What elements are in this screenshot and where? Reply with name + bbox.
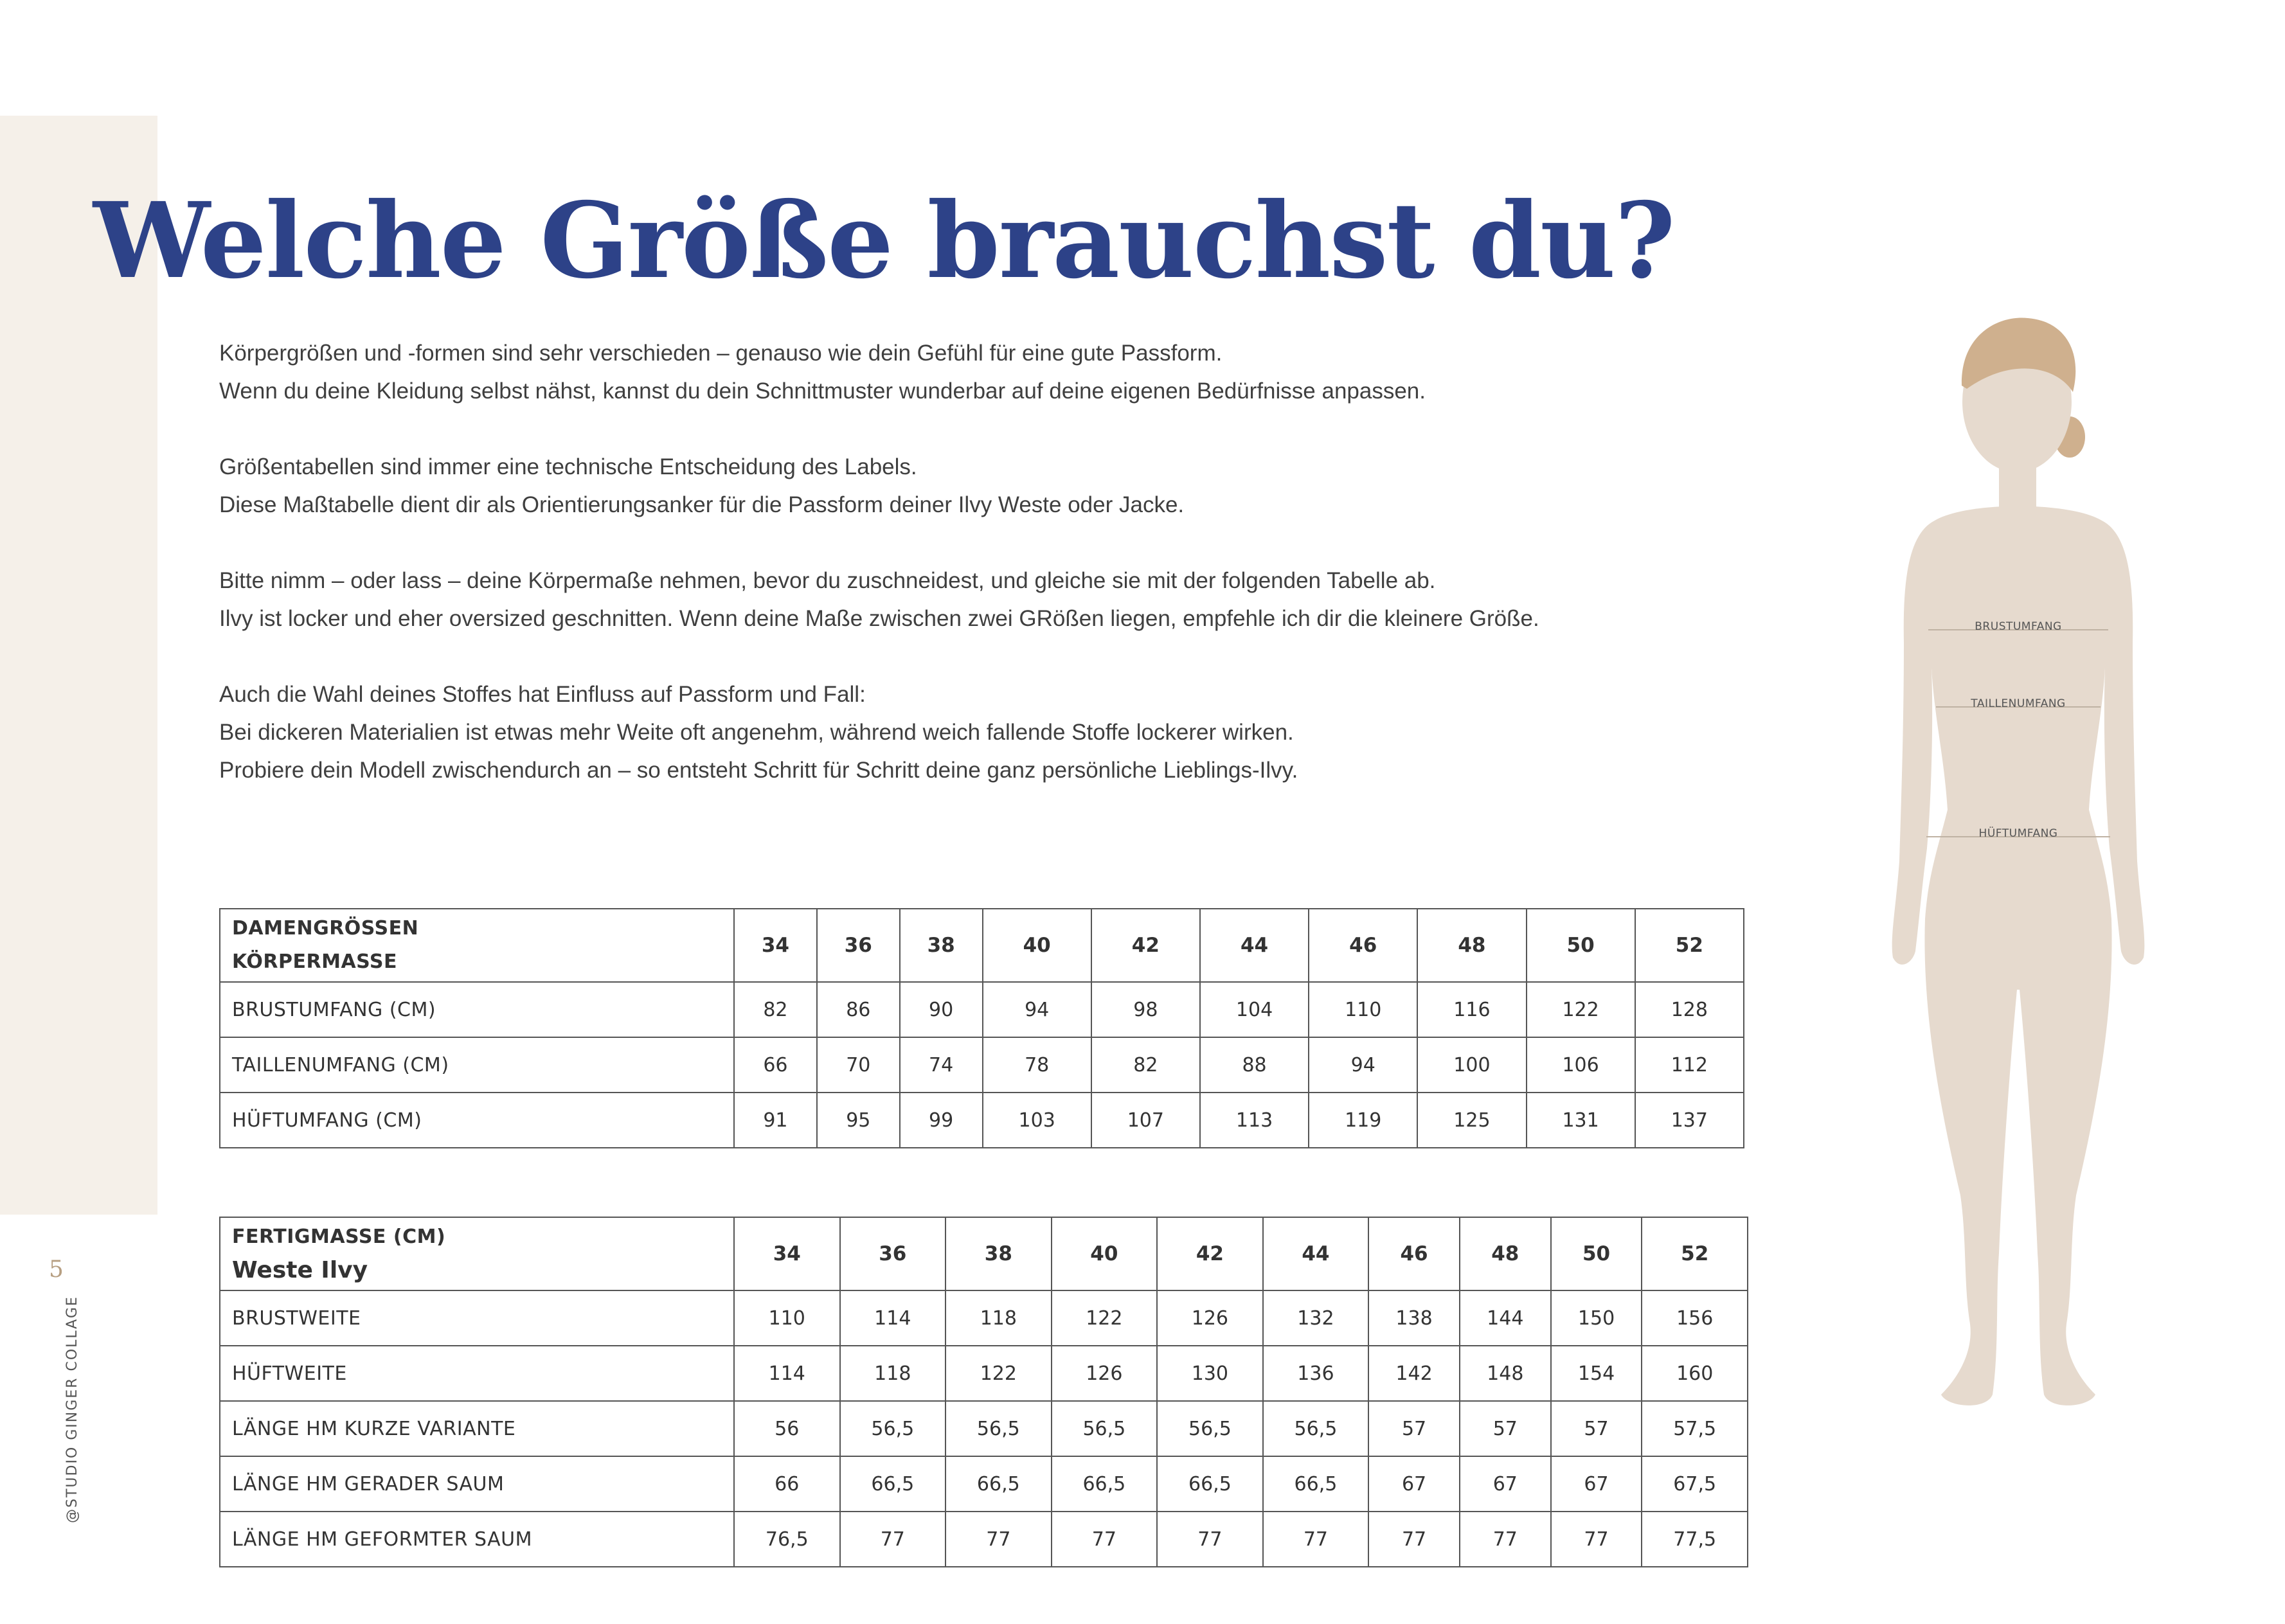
table-cell: 125: [1417, 1093, 1526, 1148]
page-title: Welche Größe brauchst du?: [93, 180, 1674, 302]
table-cell: 66,5: [1263, 1456, 1369, 1512]
table-cell: 137: [1635, 1093, 1744, 1148]
table-cell: 98: [1091, 982, 1200, 1037]
table-cell: 57: [1368, 1401, 1460, 1456]
table-cell: 94: [1309, 1037, 1417, 1093]
table-cell: 148: [1460, 1346, 1551, 1401]
intro-line: Bei dickeren Materialien ist etwas mehr Weite oft angenehm, während weich fallende Stoffe lockerer wirken.: [219, 720, 1294, 745]
table-cell: 114: [840, 1290, 946, 1346]
table-cell: 76,5: [734, 1512, 840, 1567]
table-header-label: [220, 1217, 734, 1290]
size-header: 44: [1263, 1217, 1369, 1290]
table-row: [220, 1512, 1748, 1567]
size-header: 44: [1200, 909, 1309, 982]
intro-line: Wenn du deine Kleidung selbst nähst, kannst du dein Schnittmuster wunderbar auf deine eigenen Bedürfnisse anpassen.: [219, 379, 1426, 404]
table-cell: 57: [1460, 1401, 1551, 1456]
table-cell: 67,5: [1642, 1456, 1748, 1512]
table-cell: 88: [1200, 1037, 1309, 1093]
size-header: 40: [1052, 1217, 1158, 1290]
table-cell: 122: [1527, 982, 1635, 1037]
row-label: HÜFTUMFANG (CM): [220, 1093, 734, 1148]
row-label: LÄNGE HM GERADER SAUM: [220, 1456, 734, 1512]
table-cell: 74: [900, 1037, 983, 1093]
silhouette-illustration: [1864, 308, 2173, 1465]
table-cell: 77: [1157, 1512, 1263, 1567]
table-cell: 82: [1091, 1037, 1200, 1093]
size-header: 52: [1642, 1217, 1748, 1290]
size-header: 38: [900, 909, 983, 982]
table-row: [220, 1290, 1748, 1346]
header-line-2: KÖRPERMASSE: [232, 950, 398, 973]
table-cell: 56,5: [1052, 1401, 1158, 1456]
table-cell: 132: [1263, 1290, 1369, 1346]
size-header: 38: [945, 1217, 1052, 1290]
row-label: LÄNGE HM KURZE VARIANTE: [220, 1401, 734, 1456]
size-header: 46: [1368, 1217, 1460, 1290]
table-cell: 110: [1309, 982, 1417, 1037]
table-cell: 94: [983, 982, 1091, 1037]
table-cell: 66: [734, 1456, 840, 1512]
table-cell: 82: [734, 982, 817, 1037]
table-cell: 56,5: [1157, 1401, 1263, 1456]
table-cell: 142: [1368, 1346, 1460, 1401]
row-label: BRUSTWEITE: [220, 1290, 734, 1346]
table-cell: 126: [1157, 1290, 1263, 1346]
intro-text: [219, 334, 1698, 827]
size-header: 50: [1527, 909, 1635, 982]
table-row: [220, 1093, 1744, 1148]
table-row: [220, 1346, 1748, 1401]
table-cell: 106: [1527, 1037, 1635, 1093]
table-cell: 77: [1368, 1512, 1460, 1567]
size-header: 46: [1309, 909, 1417, 982]
bust-label: BRUSTUMFANG: [1975, 620, 2062, 633]
finished-measurements-table: [219, 1217, 1748, 1567]
intro-line: Größentabellen sind immer eine technische Entscheidung des Labels.: [219, 454, 917, 479]
table-cell: 57: [1551, 1401, 1642, 1456]
hip-label: HÜFTUMFANG: [1978, 827, 2058, 840]
intro-paragraph-4: [219, 675, 1698, 789]
table-cell: 66,5: [945, 1456, 1052, 1512]
table-cell: 77: [1551, 1512, 1642, 1567]
table-row: [220, 1401, 1748, 1456]
table-row: [220, 1456, 1748, 1512]
body-measurements-table: [219, 908, 1744, 1148]
table-cell: 154: [1551, 1346, 1642, 1401]
intro-line: Körpergrößen und -formen sind sehr verschieden – genauso wie dein Gefühl für eine gute Passform.: [219, 341, 1223, 366]
intro-line: Diese Maßtabelle dient dir als Orientierungsanker für die Passform deiner Ilvy Weste oder Jacke.: [219, 492, 1185, 517]
header-line-1: DAMENGRÖSSEN: [232, 917, 419, 940]
table-cell: 160: [1642, 1346, 1748, 1401]
table-cell: 112: [1635, 1037, 1744, 1093]
intro-line: Bitte nimm – oder lass – deine Körpermaße nehmen, bevor du zuschneidest, und gleiche sie mit der folgenden Tabelle ab.: [219, 568, 1436, 593]
table-cell: 107: [1091, 1093, 1200, 1148]
table-cell: 150: [1551, 1290, 1642, 1346]
table-cell: 138: [1368, 1290, 1460, 1346]
table-cell: 77,5: [1642, 1512, 1748, 1567]
table-cell: 130: [1157, 1346, 1263, 1401]
table-cell: 99: [900, 1093, 983, 1148]
body-silhouette-figure: [1864, 308, 2173, 1465]
table-cell: 57,5: [1642, 1401, 1748, 1456]
table-cell: 56,5: [840, 1401, 946, 1456]
table-cell: 70: [817, 1037, 900, 1093]
table-cell: 66,5: [1052, 1456, 1158, 1512]
table-cell: 77: [1052, 1512, 1158, 1567]
table-cell: 131: [1527, 1093, 1635, 1148]
table-cell: 56: [734, 1401, 840, 1456]
table-cell: 86: [817, 982, 900, 1037]
size-header: 52: [1635, 909, 1744, 982]
table-cell: 67: [1460, 1456, 1551, 1512]
brand-credit: @STUDIO GINGER COLLAGE: [64, 1296, 80, 1523]
table-cell: 56,5: [945, 1401, 1052, 1456]
table-cell: 77: [1460, 1512, 1551, 1567]
table-row: [220, 982, 1744, 1037]
table-cell: 77: [945, 1512, 1052, 1567]
table-cell: 100: [1417, 1037, 1526, 1093]
table-cell: 113: [1200, 1093, 1309, 1148]
intro-paragraph-2: [219, 448, 1698, 524]
table-cell: 156: [1642, 1290, 1748, 1346]
table-cell: 118: [840, 1346, 946, 1401]
size-header: 40: [983, 909, 1091, 982]
size-header: 34: [734, 1217, 840, 1290]
intro-line: Auch die Wahl deines Stoffes hat Einfluss auf Passform und Fall:: [219, 682, 866, 707]
table-cell: 122: [1052, 1290, 1158, 1346]
table-cell: 77: [1263, 1512, 1369, 1567]
row-label: HÜFTWEITE: [220, 1346, 734, 1401]
table-cell: 119: [1309, 1093, 1417, 1148]
size-header: 36: [817, 909, 900, 982]
table-cell: 66,5: [840, 1456, 946, 1512]
size-header: 42: [1091, 909, 1200, 982]
row-label: TAILLENUMFANG (CM): [220, 1037, 734, 1093]
table-cell: 67: [1368, 1456, 1460, 1512]
intro-line: Ilvy ist locker und eher oversized geschnitten. Wenn deine Maße zwischen zwei GRößen liegen, empfehle ich dir die kleinere Größe.: [219, 606, 1539, 631]
waist-label: TAILLENUMFANG: [1971, 697, 2066, 710]
header-line-1: FERTIGMASSE (CM): [232, 1226, 446, 1248]
table-cell: 67: [1551, 1456, 1642, 1512]
table-cell: 90: [900, 982, 983, 1037]
size-header: 42: [1157, 1217, 1263, 1290]
size-header: 36: [840, 1217, 946, 1290]
row-label: LÄNGE HM GEFORMTER SAUM: [220, 1512, 734, 1567]
table-row: [220, 1037, 1744, 1093]
torso: [1919, 506, 2118, 920]
intro-line: Probiere dein Modell zwischendurch an – so entsteht Schritt für Schritt deine ganz persönliche Lieblings-Ilvy.: [219, 758, 1298, 783]
table-cell: 136: [1263, 1346, 1369, 1401]
table-cell: 91: [734, 1093, 817, 1148]
legs: [1924, 919, 2111, 1405]
table-header-row: [220, 1217, 1748, 1290]
table-cell: 78: [983, 1037, 1091, 1093]
table-cell: 95: [817, 1093, 900, 1148]
page-number: 5: [49, 1256, 64, 1283]
header-line-2: Weste Ilvy: [232, 1257, 368, 1283]
table-cell: 128: [1635, 982, 1744, 1037]
table-cell: 77: [840, 1512, 946, 1567]
size-header: 48: [1417, 909, 1526, 982]
row-label: BRUSTUMFANG (CM): [220, 982, 734, 1037]
table-header-row: [220, 909, 1744, 982]
table-header-label: [220, 909, 734, 982]
size-header: 50: [1551, 1217, 1642, 1290]
table-cell: 103: [983, 1093, 1091, 1148]
table-cell: 126: [1052, 1346, 1158, 1401]
table-cell: 66,5: [1157, 1456, 1263, 1512]
table-cell: 118: [945, 1290, 1052, 1346]
table-cell: 110: [734, 1290, 840, 1346]
table-cell: 114: [734, 1346, 840, 1401]
table-cell: 104: [1200, 982, 1309, 1037]
table-cell: 122: [945, 1346, 1052, 1401]
intro-paragraph-3: [219, 562, 1698, 638]
table-cell: 116: [1417, 982, 1526, 1037]
table-cell: 144: [1460, 1290, 1551, 1346]
size-header: 34: [734, 909, 817, 982]
intro-paragraph-1: [219, 334, 1698, 410]
table-cell: 66: [734, 1037, 817, 1093]
table-cell: 56,5: [1263, 1401, 1369, 1456]
size-header: 48: [1460, 1217, 1551, 1290]
